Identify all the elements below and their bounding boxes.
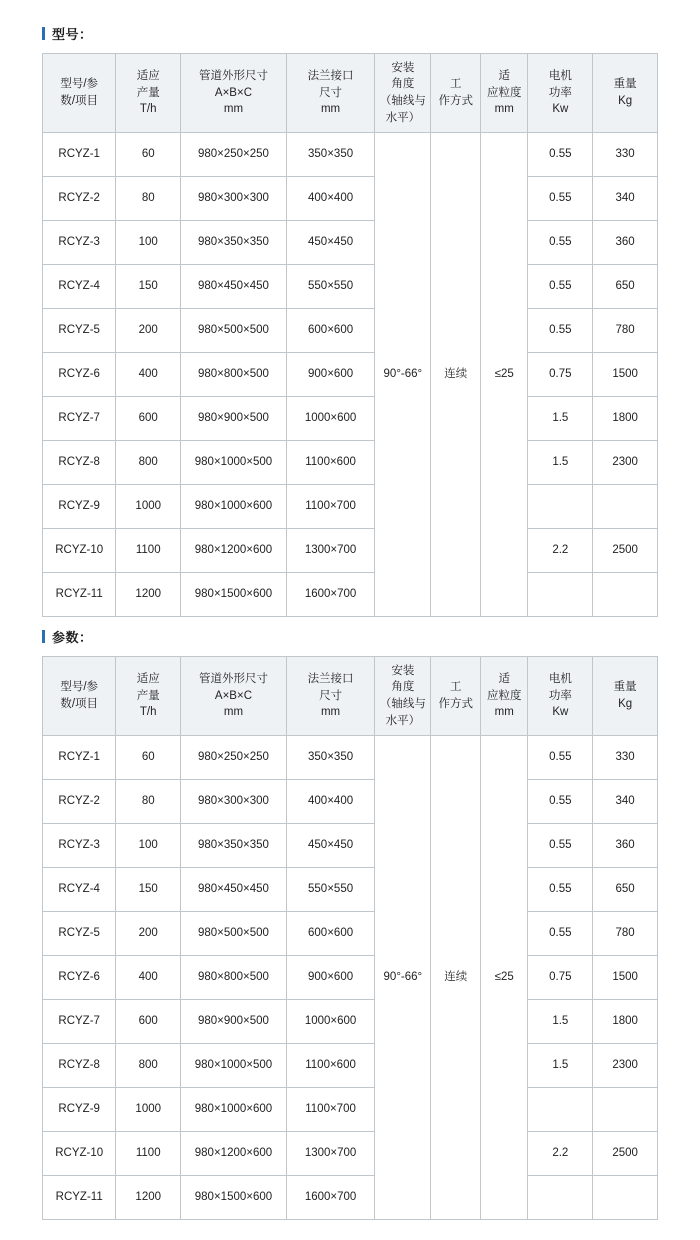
cell-power: 0.55 (528, 133, 593, 177)
cell-flange: 1000×600 (286, 1000, 374, 1044)
table-header (43, 54, 658, 133)
cell-power: 1.5 (528, 1000, 593, 1044)
cell-model: RCYZ-1 (43, 133, 116, 177)
header-row (43, 657, 658, 736)
cell-model: RCYZ-8 (43, 441, 116, 485)
cell-capacity: 200 (116, 309, 181, 353)
cell-model: RCYZ-11 (43, 1176, 116, 1220)
table-row (43, 529, 658, 573)
table-body (43, 736, 658, 1220)
cell-model: RCYZ-5 (43, 309, 116, 353)
cell-duct: 980×250×250 (181, 133, 287, 177)
cell-install-angle: 90°-66° (375, 133, 431, 617)
cell-power: 2.2 (528, 529, 593, 573)
cell-duct: 980×900×500 (181, 1000, 287, 1044)
cell-model: RCYZ-9 (43, 485, 116, 529)
cell-weight: 780 (593, 912, 658, 956)
cell-weight: 1800 (593, 1000, 658, 1044)
cell-flange: 350×350 (286, 736, 374, 780)
cell-capacity: 100 (116, 824, 181, 868)
cell-capacity: 80 (116, 177, 181, 221)
table-row (43, 133, 658, 177)
col-header-work-mode: 工 作方式 (431, 657, 481, 736)
col-header-duct-size: 管道外形尺寸 A×B×C mm (181, 657, 287, 736)
cell-flange: 450×450 (286, 824, 374, 868)
cell-model: RCYZ-11 (43, 573, 116, 617)
cell-power: 2.2 (528, 1132, 593, 1176)
cell-capacity: 60 (116, 736, 181, 780)
section-parameters (0, 627, 700, 1220)
cell-duct: 980×1200×600 (181, 1132, 287, 1176)
cell-power: 0.55 (528, 824, 593, 868)
cell-capacity: 1200 (116, 1176, 181, 1220)
cell-capacity: 1100 (116, 529, 181, 573)
cell-model: RCYZ-5 (43, 912, 116, 956)
cell-flange: 1100×700 (286, 485, 374, 529)
table-row (43, 573, 658, 617)
cell-power: 0.55 (528, 736, 593, 780)
cell-capacity: 1200 (116, 573, 181, 617)
header-row (43, 54, 658, 133)
cell-power: 0.55 (528, 912, 593, 956)
cell-duct: 980×1000×600 (181, 1088, 287, 1132)
cell-flange: 350×350 (286, 133, 374, 177)
table-row (43, 1088, 658, 1132)
cell-power: 0.55 (528, 868, 593, 912)
cell-power: 0.55 (528, 309, 593, 353)
cell-model: RCYZ-4 (43, 265, 116, 309)
col-header-weight: 重量 Kg (593, 54, 658, 133)
cell-model: RCYZ-4 (43, 868, 116, 912)
table-row (43, 1176, 658, 1220)
cell-duct: 980×1200×600 (181, 529, 287, 573)
cell-work-mode: 连续 (431, 736, 481, 1220)
spec-table-parameters-wrap (42, 656, 658, 1220)
cell-power (528, 1088, 593, 1132)
cell-model: RCYZ-7 (43, 1000, 116, 1044)
cell-capacity: 150 (116, 868, 181, 912)
cell-model: RCYZ-2 (43, 780, 116, 824)
cell-install-angle: 90°-66° (375, 736, 431, 1220)
cell-weight: 340 (593, 780, 658, 824)
cell-flange: 900×600 (286, 956, 374, 1000)
col-header-install-angle: 安装 角度 （轴线与 水平） (375, 657, 431, 736)
cell-flange: 550×550 (286, 265, 374, 309)
cell-model: RCYZ-10 (43, 529, 116, 573)
section-title-text: 参数： (52, 630, 93, 645)
cell-power: 0.75 (528, 353, 593, 397)
cell-capacity: 80 (116, 780, 181, 824)
cell-flange: 1100×600 (286, 441, 374, 485)
cell-model: RCYZ-3 (43, 824, 116, 868)
cell-duct: 980×900×500 (181, 397, 287, 441)
cell-model: RCYZ-8 (43, 1044, 116, 1088)
cell-weight: 2500 (593, 1132, 658, 1176)
cell-flange: 400×400 (286, 177, 374, 221)
cell-flange: 600×600 (286, 912, 374, 956)
col-header-capacity: 适应 产量 T/h (116, 657, 181, 736)
cell-capacity: 800 (116, 1044, 181, 1088)
cell-weight (593, 485, 658, 529)
cell-flange: 550×550 (286, 868, 374, 912)
cell-duct: 980×1500×600 (181, 573, 287, 617)
table-row (43, 1000, 658, 1044)
cell-model: RCYZ-3 (43, 221, 116, 265)
table-header (43, 657, 658, 736)
table-row (43, 177, 658, 221)
table-row (43, 309, 658, 353)
cell-flange: 450×450 (286, 221, 374, 265)
section-title-text: 型号： (52, 27, 93, 42)
cell-power: 0.55 (528, 177, 593, 221)
cell-weight: 650 (593, 265, 658, 309)
cell-weight: 360 (593, 824, 658, 868)
col-header-capacity: 适应 产量 T/h (116, 54, 181, 133)
cell-duct: 980×800×500 (181, 956, 287, 1000)
cell-flange: 600×600 (286, 309, 374, 353)
cell-flange: 900×600 (286, 353, 374, 397)
cell-model: RCYZ-1 (43, 736, 116, 780)
cell-granularity: ≤25 (481, 133, 528, 617)
table-row (43, 824, 658, 868)
col-header-work-mode: 工 作方式 (431, 54, 481, 133)
cell-power: 0.55 (528, 221, 593, 265)
cell-model: RCYZ-2 (43, 177, 116, 221)
cell-weight: 1800 (593, 397, 658, 441)
col-header-granularity: 适 应粒度 mm (481, 54, 528, 133)
col-header-motor-power: 电机 功率 Kw (528, 54, 593, 133)
col-header-model: 型号/参 数/项目 (43, 54, 116, 133)
table-row (43, 956, 658, 1000)
cell-duct: 980×1000×600 (181, 485, 287, 529)
col-header-duct-size: 管道外形尺寸 A×B×C mm (181, 54, 287, 133)
table-row (43, 441, 658, 485)
cell-duct: 980×1000×500 (181, 441, 287, 485)
cell-duct: 980×800×500 (181, 353, 287, 397)
cell-weight: 360 (593, 221, 658, 265)
cell-flange: 400×400 (286, 780, 374, 824)
cell-weight: 2500 (593, 529, 658, 573)
cell-power: 0.55 (528, 265, 593, 309)
col-header-granularity: 适 应粒度 mm (481, 657, 528, 736)
cell-model: RCYZ-9 (43, 1088, 116, 1132)
cell-flange: 1300×700 (286, 1132, 374, 1176)
cell-weight (593, 573, 658, 617)
cell-work-mode: 连续 (431, 133, 481, 617)
cell-flange: 1600×700 (286, 573, 374, 617)
cell-duct: 980×1000×500 (181, 1044, 287, 1088)
section-title-model (42, 24, 700, 43)
cell-model: RCYZ-10 (43, 1132, 116, 1176)
cell-duct: 980×350×350 (181, 824, 287, 868)
cell-capacity: 600 (116, 1000, 181, 1044)
title-accent-bar (42, 27, 45, 40)
title-accent-bar (42, 630, 45, 643)
cell-capacity: 800 (116, 441, 181, 485)
cell-weight: 650 (593, 868, 658, 912)
cell-power (528, 573, 593, 617)
cell-duct: 980×1500×600 (181, 1176, 287, 1220)
col-header-flange-size: 法兰接口 尺寸 mm (286, 657, 374, 736)
cell-capacity: 1000 (116, 1088, 181, 1132)
cell-power (528, 1176, 593, 1220)
cell-flange: 1100×700 (286, 1088, 374, 1132)
section-model (0, 24, 700, 617)
table-body (43, 133, 658, 617)
cell-duct: 980×250×250 (181, 736, 287, 780)
cell-weight: 340 (593, 177, 658, 221)
cell-duct: 980×350×350 (181, 221, 287, 265)
cell-model: RCYZ-6 (43, 956, 116, 1000)
table-row (43, 868, 658, 912)
cell-duct: 980×300×300 (181, 780, 287, 824)
cell-capacity: 150 (116, 265, 181, 309)
cell-granularity: ≤25 (481, 736, 528, 1220)
cell-power: 1.5 (528, 1044, 593, 1088)
cell-flange: 1300×700 (286, 529, 374, 573)
cell-power: 1.5 (528, 441, 593, 485)
cell-capacity: 1000 (116, 485, 181, 529)
cell-model: RCYZ-7 (43, 397, 116, 441)
cell-duct: 980×500×500 (181, 912, 287, 956)
cell-model: RCYZ-6 (43, 353, 116, 397)
cell-capacity: 60 (116, 133, 181, 177)
cell-duct: 980×300×300 (181, 177, 287, 221)
section-title-parameters (42, 627, 700, 646)
col-header-motor-power: 电机 功率 Kw (528, 657, 593, 736)
cell-weight (593, 1176, 658, 1220)
spec-table-model (42, 53, 658, 617)
cell-weight: 330 (593, 133, 658, 177)
cell-weight: 1500 (593, 353, 658, 397)
table-row (43, 353, 658, 397)
col-header-flange-size: 法兰接口 尺寸 mm (286, 54, 374, 133)
cell-weight (593, 1088, 658, 1132)
cell-duct: 980×450×450 (181, 868, 287, 912)
table-row (43, 221, 658, 265)
cell-power: 1.5 (528, 397, 593, 441)
cell-weight: 2300 (593, 1044, 658, 1088)
cell-power (528, 485, 593, 529)
cell-weight: 330 (593, 736, 658, 780)
spec-table-parameters (42, 656, 658, 1220)
spec-table-model-wrap (42, 53, 658, 617)
cell-duct: 980×450×450 (181, 265, 287, 309)
col-header-model: 型号/参 数/项目 (43, 657, 116, 736)
table-row (43, 485, 658, 529)
table-row (43, 397, 658, 441)
cell-capacity: 400 (116, 353, 181, 397)
table-row (43, 1132, 658, 1176)
cell-duct: 980×500×500 (181, 309, 287, 353)
cell-weight: 780 (593, 309, 658, 353)
cell-flange: 1000×600 (286, 397, 374, 441)
table-row (43, 912, 658, 956)
cell-capacity: 200 (116, 912, 181, 956)
table-row (43, 736, 658, 780)
cell-capacity: 600 (116, 397, 181, 441)
cell-flange: 1600×700 (286, 1176, 374, 1220)
table-row (43, 1044, 658, 1088)
cell-power: 0.55 (528, 780, 593, 824)
cell-flange: 1100×600 (286, 1044, 374, 1088)
cell-capacity: 100 (116, 221, 181, 265)
cell-weight: 2300 (593, 441, 658, 485)
col-header-install-angle: 安装 角度 （轴线与 水平） (375, 54, 431, 133)
cell-weight: 1500 (593, 956, 658, 1000)
cell-power: 0.75 (528, 956, 593, 1000)
cell-capacity: 400 (116, 956, 181, 1000)
cell-capacity: 1100 (116, 1132, 181, 1176)
col-header-weight: 重量 Kg (593, 657, 658, 736)
table-row (43, 780, 658, 824)
table-row (43, 265, 658, 309)
